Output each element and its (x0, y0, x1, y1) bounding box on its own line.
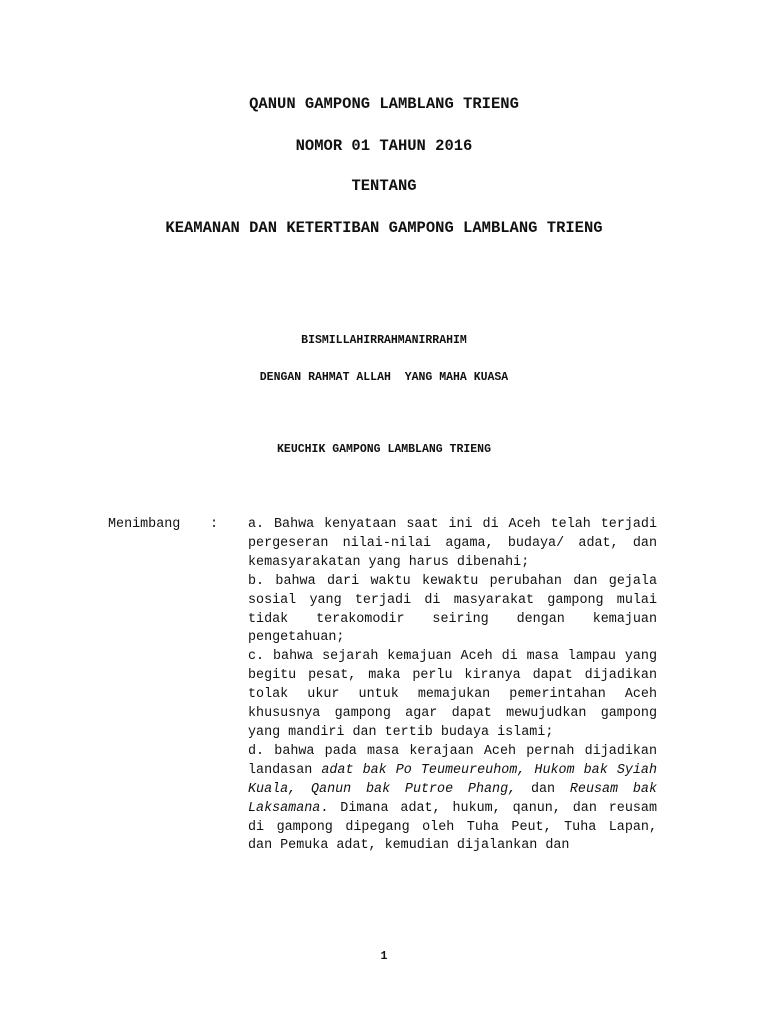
menimbang-item-c: c. bahwa sejarah kemajuan Aceh di masa lampau yang begitu pesat, maka perlu kiranya dapat dijadikan tolak ukur untuk memajukan pemerintahan Aceh khususnya gampong agar dapat mewujudkan gampong yang mandiri dan tertib budaya islami; (248, 649, 657, 740)
authority-line: KEUCHIK GAMPONG LAMBLANG TRIENG (277, 443, 491, 456)
document-about: TENTANG (351, 177, 417, 195)
document-subject: KEAMANAN DAN KETERTIBAN GAMPONG LAMBLANG TRIENG (165, 219, 603, 237)
menimbang-item-b: b. bahwa dari waktu kewaktu perubahan dan gejala sosial yang terjadi di masyarakat gampong mulai tidak terakomodir seiring dengan kemajuan pengetahuan; (248, 573, 657, 646)
menimbang-item-d (248, 743, 657, 856)
document-title: QANUN GAMPONG LAMBLANG TRIENG (249, 95, 519, 113)
item-d-italic-1: adat bak Po Teumeureuhom, Hukom bak Syiah Kuala, Qanun bak Putroe Phang, (248, 762, 657, 797)
item-d-prefix: d. bahwa pada masa kerajaan Aceh pernah dijadikan landasan (248, 743, 657, 778)
item-d-suffix: . Dimana adat, hukum, qanun, dan reusam di gampong dipegang oleh Tuha Peut, Tuha Lapan, dan Pemuka adat, kemudian dijalankan dan (248, 800, 657, 854)
menimbang-colon: : (210, 517, 219, 532)
page-number: 1 (380, 950, 388, 963)
rahmat-line: DENGAN RAHMAT ALLAH YANG MAHA KUASA (259, 371, 509, 384)
item-d-italic-2: Reusam bak Laksamana (248, 781, 657, 816)
document-number: NOMOR 01 TAHUN 2016 (295, 137, 473, 155)
menimbang-label: Menimbang (108, 517, 181, 532)
menimbang-content (248, 516, 657, 856)
menimbang-item-a: a. Bahwa kenyataan saat ini di Aceh telah terjadi pergeseran nilai-nilai agama, budaya/ adat, dan kemasyarakatan yang harus dibenahi; (248, 517, 657, 570)
basmalah: BISMILLAHIRRAHMANIRRAHIM (301, 334, 467, 347)
item-d-mid: dan (516, 781, 570, 797)
